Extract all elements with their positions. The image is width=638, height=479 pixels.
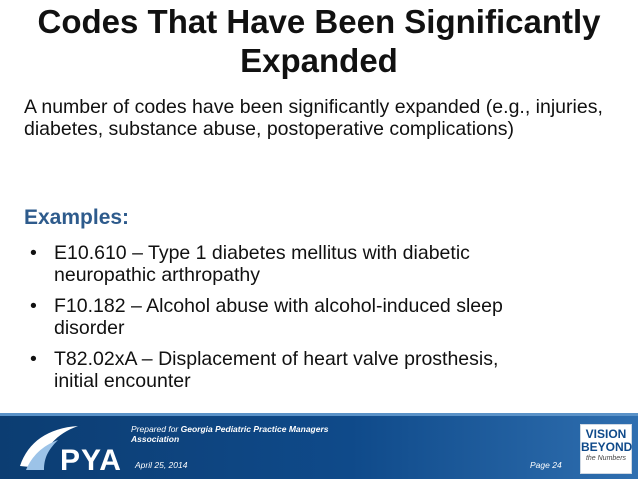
badge-line-3: the Numbers: [585, 455, 627, 462]
intro-paragraph: A number of codes have been significantly expanded (e.g., injuries, diabetes, substance abuse, postoperative complications): [24, 96, 603, 140]
page-number: Page 24: [530, 460, 562, 470]
prepared-for-text: [131, 424, 371, 444]
bullet-icon: •: [30, 242, 37, 264]
list-item-line-2: initial encounter: [54, 370, 191, 392]
footer-divider: [0, 413, 638, 416]
list-item-line-1: F10.182 – Alcohol abuse with alcohol-induced sleep: [54, 295, 503, 317]
footer-bar: [0, 413, 638, 479]
list-item: [30, 242, 620, 286]
logo-text: PYA: [60, 444, 122, 477]
slide-title: [0, 2, 638, 80]
vision-beyond-numbers-logo: [580, 424, 632, 474]
list-item-line-1: T82.02xA – Displacement of heart valve prosthesis,: [54, 348, 499, 370]
badge-line-1: VISION: [585, 427, 627, 441]
list-item: [30, 295, 620, 339]
examples-heading: Examples:: [24, 206, 130, 229]
prepared-org: Georgia Pediatric Practice Managers Association: [131, 424, 329, 444]
list-item-line-1: E10.610 – Type 1 diabetes mellitus with diabetic: [54, 242, 470, 264]
bullet-icon: •: [30, 295, 37, 317]
list-item-line-2: neuropathic arthropathy: [54, 264, 260, 286]
examples-list: [30, 242, 620, 401]
slide-title-line-1: Codes That Have Been Significantly: [37, 3, 601, 40]
pya-logo: [18, 422, 126, 477]
bullet-icon: •: [30, 348, 37, 370]
badge-line-2: BEYOND: [581, 440, 633, 454]
prepared-prefix: Prepared for: [131, 424, 181, 434]
slide-title-line-2: Expanded: [240, 42, 398, 79]
presentation-date: April 25, 2014: [135, 460, 188, 470]
list-item: [30, 348, 620, 392]
list-item-line-2: disorder: [54, 317, 125, 339]
